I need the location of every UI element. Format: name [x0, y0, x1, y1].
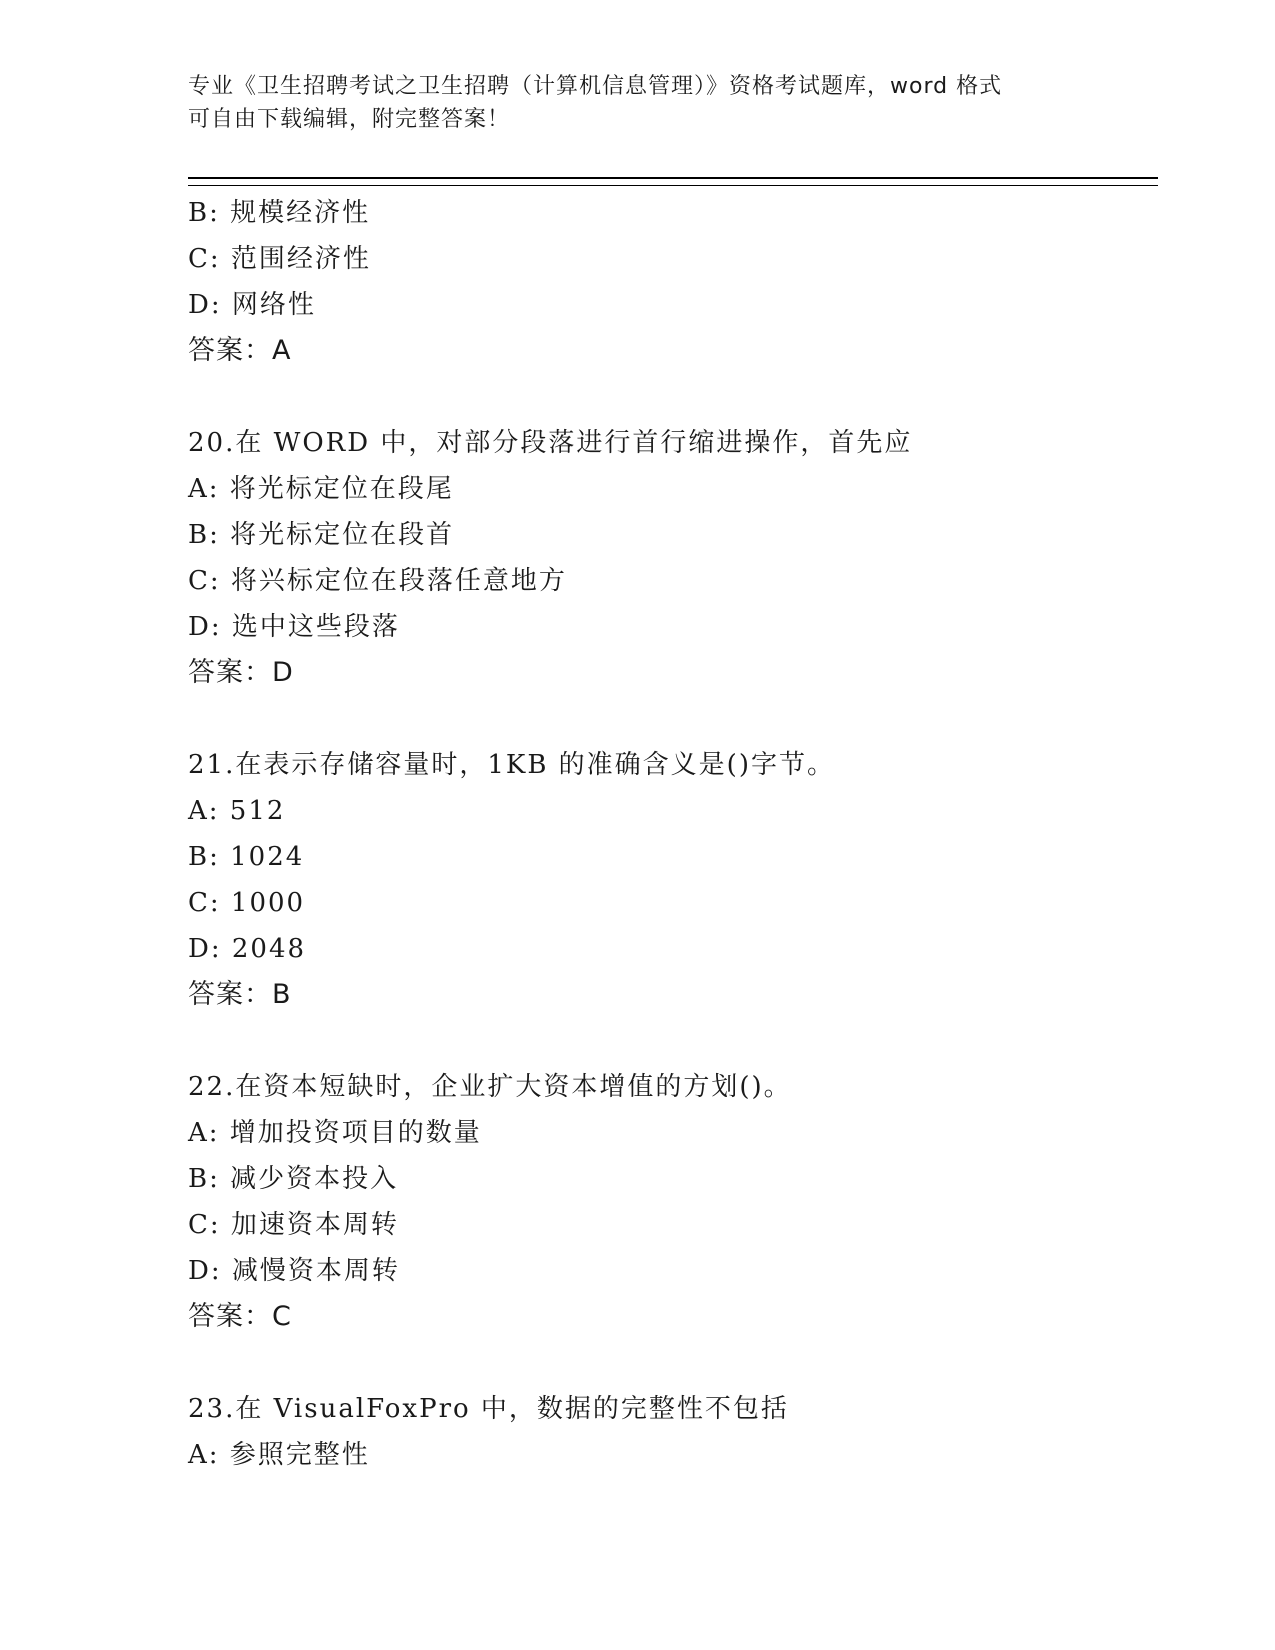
- answer-line: 答案：A: [188, 335, 292, 366]
- option-a: A: 参照完整性: [188, 1440, 370, 1470]
- question-list: [188, 190, 1158, 1478]
- spacer: [188, 1018, 1158, 1064]
- option-d: D: 选中这些段落: [188, 612, 400, 642]
- answer-line: 答案：B: [188, 979, 292, 1010]
- option-c: C: 1000: [188, 888, 306, 918]
- question-text: 23.在 VisualFoxPro 中，数据的完整性不包括: [188, 1394, 789, 1424]
- answer-line: 答案：C: [188, 1301, 292, 1332]
- option-d: D: 2048: [188, 934, 307, 964]
- option-b: B: 将光标定位在段首: [188, 520, 455, 550]
- document-header: [188, 70, 1088, 136]
- option-d: D: 网络性: [188, 290, 316, 320]
- spacer: [188, 696, 1158, 742]
- option-b: B: 1024: [188, 842, 305, 872]
- option-c: C: 将兴标定位在段落任意地方: [188, 566, 567, 596]
- option-c: C: 加速资本周转: [188, 1210, 399, 1240]
- question-block-22: [188, 1064, 1158, 1340]
- answer-line: 答案：D: [188, 657, 294, 688]
- spacer: [188, 374, 1158, 420]
- question-block-20: [188, 420, 1158, 696]
- option-b: B: 减少资本投入: [188, 1164, 399, 1194]
- header-divider: [188, 177, 1158, 186]
- option-b: B: 规模经济性: [188, 198, 371, 228]
- question-text: 22.在资本短缺时，企业扩大资本增值的方划()。: [188, 1072, 792, 1102]
- header-line-2: 可自由下载编辑，附完整答案！: [188, 107, 511, 132]
- header-line-1: 专业《卫生招聘考试之卫生招聘（计算机信息管理）》资格考试题库，word 格式: [188, 74, 1003, 99]
- question-block-19: [188, 190, 1158, 374]
- question-block-23: [188, 1386, 1158, 1478]
- question-text: 21.在表示存储容量时，1KB 的准确含义是()字节。: [188, 750, 835, 780]
- option-a: A: 512: [188, 796, 286, 826]
- question-block-21: [188, 742, 1158, 1018]
- option-a: A: 将光标定位在段尾: [188, 474, 454, 504]
- spacer: [188, 1340, 1158, 1386]
- question-text: 20.在 WORD 中，对部分段落进行首行缩进操作，首先应: [188, 428, 913, 458]
- option-a: A: 增加投资项目的数量: [188, 1118, 482, 1148]
- option-d: D: 减慢资本周转: [188, 1256, 400, 1286]
- option-c: C: 范围经济性: [188, 244, 371, 274]
